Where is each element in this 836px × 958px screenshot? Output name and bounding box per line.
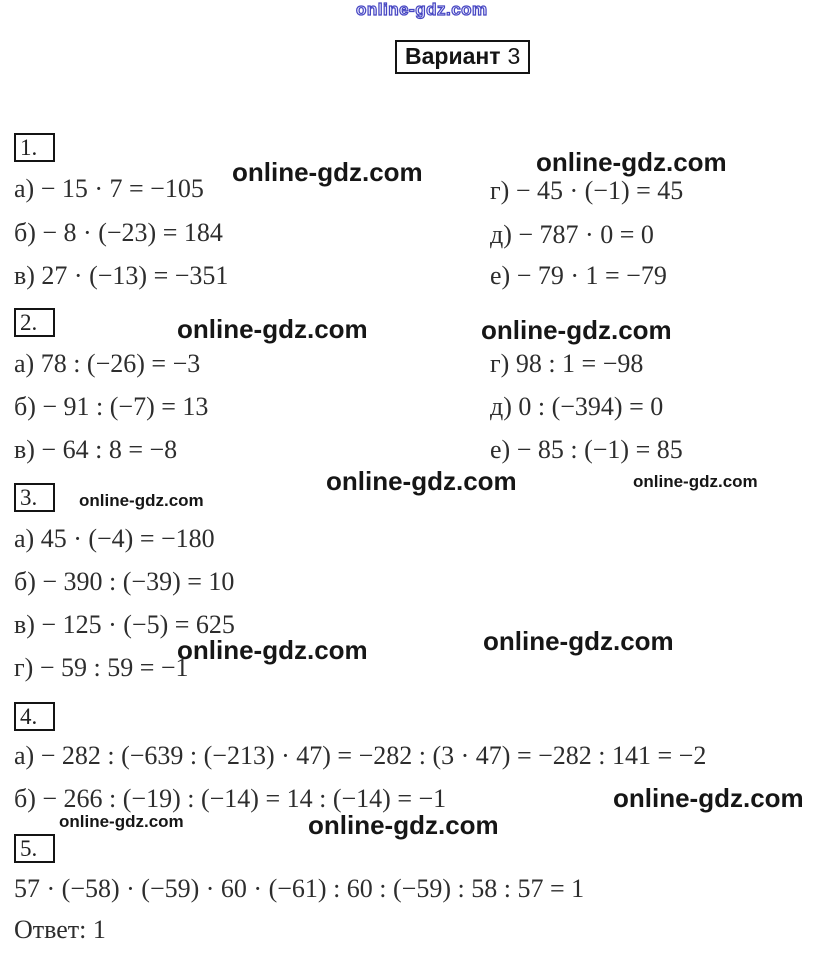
- problem-3-number-box: 3.: [14, 483, 55, 512]
- variant-number: 3: [507, 43, 521, 69]
- watermark-text: online-gdz.com: [483, 626, 674, 656]
- problem-1-number-box: 1.: [14, 133, 55, 162]
- watermark-text: online-gdz.com: [232, 157, 423, 187]
- problem-2-line-g: г) 98 : 1 = −98: [490, 349, 644, 378]
- watermark-text: online-gdz.com: [308, 810, 499, 840]
- problem-2-line-b: б) − 91 : (−7) = 13: [14, 392, 209, 421]
- problem-3-line-g: г) − 59 : 59 = −1: [14, 653, 189, 682]
- problem-1-line-a: а) − 15 · 7 = −105: [14, 174, 204, 203]
- problem-5-line: 57 · (−58) · (−59) · 60 · (−61) : 60 : (−59) : 58 : 57 = 1: [14, 874, 585, 903]
- watermark-text: online-gdz.com: [633, 472, 758, 491]
- problem-2-line-a: а) 78 : (−26) = −3: [14, 349, 201, 378]
- watermark-text: online-gdz.com: [326, 466, 517, 496]
- watermark-text: online-gdz.com: [177, 635, 368, 665]
- watermark-top-blue: online-gdz.com: [356, 0, 488, 19]
- problem-1-line-b: б) − 8 · (−23) = 184: [14, 218, 223, 247]
- problem-1-line-v: в) 27 · (−13) = −351: [14, 261, 229, 290]
- watermark-text: online-gdz.com: [59, 812, 184, 831]
- problem-3-line-v: в) − 125 · (−5) = 625: [14, 610, 235, 639]
- variant-label: Вариант: [405, 43, 501, 69]
- problem-2-line-e: е) − 85 : (−1) = 85: [490, 435, 683, 464]
- problem-5-answer: Ответ: 1: [14, 915, 106, 944]
- watermark-text: online-gdz.com: [536, 147, 727, 177]
- watermark-text: online-gdz.com: [481, 315, 672, 345]
- watermark-text: online-gdz.com: [613, 783, 804, 813]
- problem-4-line-b: б) − 266 : (−19) : (−14) = 14 : (−14) = −1: [14, 784, 447, 813]
- problem-2-line-v: в) − 64 : 8 = −8: [14, 435, 178, 464]
- problem-4-line-a: а) − 282 : (−639 : (−213) · 47) = −282 : (3 · 47) = −282 : 141 = −2: [14, 741, 707, 770]
- problem-2-line-d: д) 0 : (−394) = 0: [490, 392, 664, 421]
- watermark-text: online-gdz.com: [79, 491, 204, 510]
- watermark-text: online-gdz.com: [177, 314, 368, 344]
- variant-title-box: [395, 40, 530, 74]
- problem-3-line-a: а) 45 · (−4) = −180: [14, 524, 215, 553]
- problem-1-line-e: е) − 79 · 1 = −79: [490, 261, 667, 290]
- problem-1-line-d: д) − 787 · 0 = 0: [490, 220, 654, 249]
- problem-2-number-box: 2.: [14, 308, 55, 337]
- problem-4-number-box: 4.: [14, 702, 55, 731]
- problem-1-line-g: г) − 45 · (−1) = 45: [490, 176, 684, 205]
- problem-3-line-b: б) − 390 : (−39) = 10: [14, 567, 235, 596]
- problem-5-number-box: 5.: [14, 834, 55, 863]
